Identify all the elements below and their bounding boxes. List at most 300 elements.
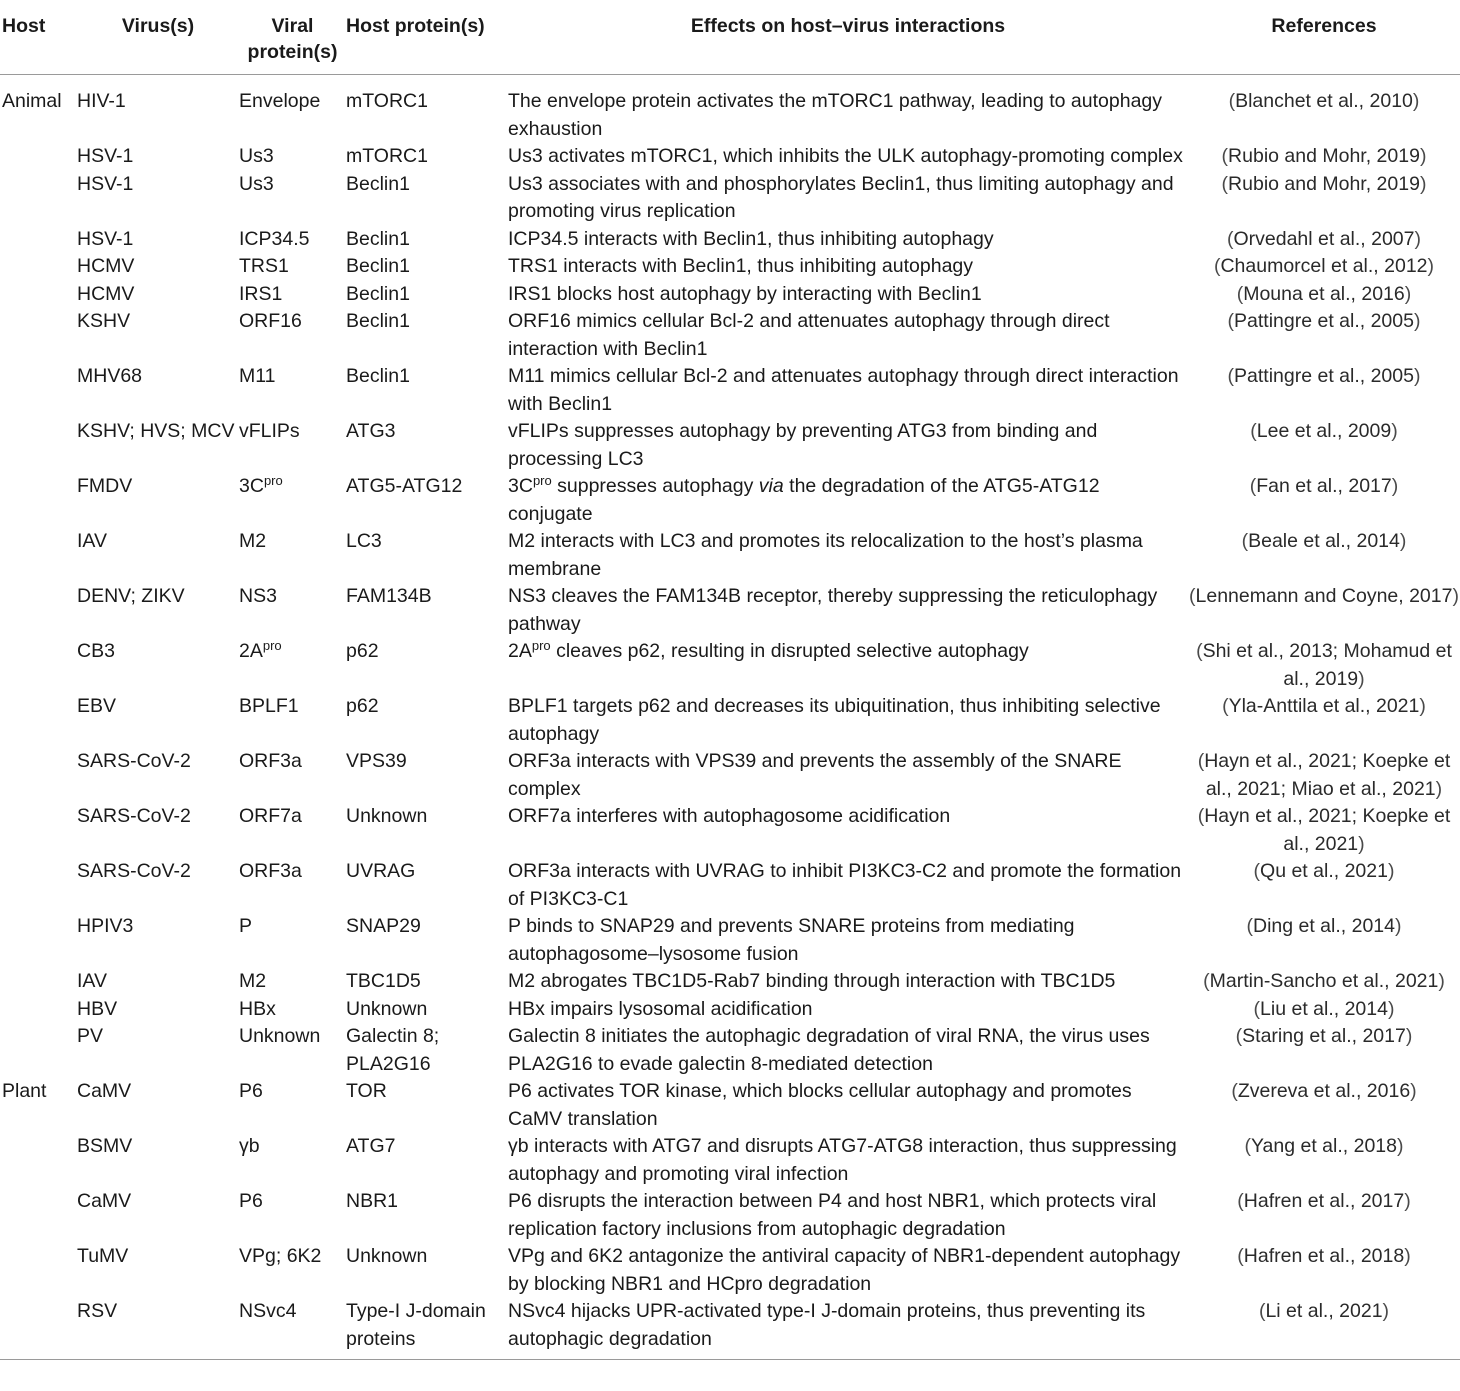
effect-text: ORF7a interferes with autophagosome acidification (508, 805, 951, 827)
cell-host (0, 308, 77, 363)
cell-host-protein (346, 1133, 508, 1188)
viral-protein-text: NS3 (239, 585, 277, 607)
effect-text: γb interacts with ATG7 and disrupts ATG7-ATG8 interaction, thus suppressing autophagy and promoting viral infection (508, 1135, 1177, 1185)
host-text: Plant (2, 1080, 47, 1102)
cell-host (0, 803, 77, 858)
header-virus: Virus(s) (77, 0, 239, 75)
reference-link: Fan et al., 2017 (1256, 475, 1392, 497)
reference-link: Chaumorcel et al., 2012 (1220, 255, 1428, 277)
effect-text: vFLIPs suppresses autophagy by preventing ATG3 from binding and processing LC3 (508, 420, 1098, 470)
cell-host-protein (346, 308, 508, 363)
effect-text: ORF3a interacts with UVRAG to inhibit PI3KC3-C2 and promote the formation of PI3KC3-C1 (508, 860, 1182, 910)
cell-effect (508, 583, 1188, 638)
virus-text: KSHV; HVS; MCV (77, 420, 235, 442)
viral-protein-text: ICP34.5 (239, 227, 310, 250)
virus-text: HBV (77, 997, 118, 1020)
cell-virus (77, 913, 239, 968)
reference-link: Liu et al., 2014 (1260, 997, 1388, 1020)
cell-effect (508, 748, 1188, 803)
header-references: References (1188, 0, 1460, 75)
cell-reference: (Hayn et al., 2021; Koepke et al., 2021) (1197, 805, 1451, 855)
cell-reference: (Hayn et al., 2021; Koepke et al., 2021; Miao et al., 2021) (1197, 750, 1451, 800)
cell-viral-protein (239, 363, 346, 418)
cell-host (0, 363, 77, 418)
effect-text: P6 disrupts the interaction between P4 and host NBR1, which protects viral replication factory inclusions from autophagic degradation (508, 1190, 1157, 1240)
cell-virus (77, 968, 239, 996)
viral-protein-text: VPg; 6K2 (239, 1245, 322, 1267)
viral-protein-text: Us3 (239, 172, 274, 195)
cell-effect (508, 363, 1188, 418)
reference-link: Hafren et al., 2018 (1243, 1245, 1405, 1267)
host-protein-text: UVRAG (346, 860, 416, 882)
virus-text: BSMV (77, 1135, 133, 1157)
reference-link: Yla-Anttila et al., 2021 (1228, 695, 1420, 717)
cell-host-protein (346, 473, 508, 528)
virus-text: SARS-CoV-2 (77, 805, 191, 827)
cell-host-protein (346, 226, 508, 254)
viral-protein-text: ORF16 (239, 310, 302, 332)
host-protein-text: SNAP29 (346, 915, 421, 937)
host-protein-text: LC3 (346, 530, 382, 552)
cell-host (0, 75, 77, 144)
table-row (0, 418, 1460, 473)
table-header-row (0, 0, 1460, 75)
effect-text: Galectin 8 initiates the autophagic degradation of viral RNA, the virus uses PLA2G16 to evade galectin 8-mediated detection (508, 1025, 1150, 1075)
cell-host (0, 281, 77, 309)
cell-host-protein (346, 1188, 508, 1243)
cell-reference: (Ding et al., 2014) (1246, 915, 1402, 937)
viral-protein-text: P6 (239, 1190, 263, 1212)
cell-host-protein (346, 528, 508, 583)
cell-effect (508, 75, 1188, 144)
reference-link: Hayn et al., 2021; Koepke et al., 2021; Miao et al., 2021 (1204, 750, 1451, 800)
viral-protein-text: vFLIPs (239, 420, 300, 442)
cell-reference: (Lee et al., 2009) (1250, 420, 1398, 442)
effect-text-part: 2A (508, 640, 532, 662)
cell-host (0, 171, 77, 226)
cell-effect (508, 473, 1188, 528)
table-row (0, 1243, 1460, 1298)
cell-viral-protein (239, 418, 346, 473)
cell-reference: (Rubio and Mohr, 2019) (1221, 145, 1427, 167)
cell-viral-protein (239, 1078, 346, 1133)
cell-viral-protein (239, 638, 346, 693)
cell-virus (77, 583, 239, 638)
virus-text: SARS-CoV-2 (77, 750, 191, 772)
table-row (0, 996, 1460, 1024)
effect-text: M2 interacts with LC3 and promotes its relocalization to the host’s plasma membrane (508, 530, 1143, 580)
cell-reference: (Yang et al., 2018) (1244, 1135, 1404, 1157)
cell-effect (508, 693, 1188, 748)
table-row (0, 913, 1460, 968)
host-protein-text: Galectin 8; PLA2G16 (346, 1025, 440, 1075)
cell-host (0, 693, 77, 748)
cell-host-protein (346, 858, 508, 913)
table-row (0, 75, 1460, 144)
cell-virus (77, 528, 239, 583)
cell-host (0, 748, 77, 803)
effect-text: NSvc4 hijacks UPR-activated type-I J-domain proteins, thus preventing its autophagic degradation (508, 1300, 1146, 1350)
reference-link: Yang et al., 2018 (1250, 1135, 1397, 1157)
cell-virus (77, 996, 239, 1024)
cell-reference: (Zvereva et al., 2016) (1231, 1080, 1417, 1102)
table-row (0, 253, 1460, 281)
effect-superscript: pro (532, 473, 552, 488)
cell-virus (77, 1243, 239, 1298)
cell-host-protein (346, 913, 508, 968)
cell-virus (77, 1133, 239, 1188)
effect-text: The envelope protein activates the mTORC1 pathway, leading to autophagy exhaustion (508, 90, 1163, 140)
cell-viral-protein (239, 1188, 346, 1243)
cell-host (0, 528, 77, 583)
cell-virus (77, 253, 239, 281)
table-row (0, 473, 1460, 528)
cell-reference: (Beale et al., 2014) (1241, 530, 1407, 552)
cell-effect (508, 638, 1188, 693)
virus-text: HSV-1 (77, 227, 134, 250)
cell-virus (77, 473, 239, 528)
cell-viral-protein (239, 75, 346, 144)
virus-text: TuMV (77, 1245, 129, 1267)
effect-text-part: 3C (508, 475, 533, 497)
table-row (0, 638, 1460, 693)
cell-effect (508, 1188, 1188, 1243)
cell-viral-protein (239, 528, 346, 583)
cell-host (0, 226, 77, 254)
cell-virus (77, 1188, 239, 1243)
table-row (0, 308, 1460, 363)
cell-virus (77, 1078, 239, 1133)
effect-italic: via (758, 475, 784, 497)
cell-effect (508, 418, 1188, 473)
virus-text: MHV68 (77, 365, 143, 387)
effect-text: TRS1 interacts with Beclin1, thus inhibiting autophagy (508, 255, 974, 277)
cell-viral-protein (239, 583, 346, 638)
host-protein-text: TOR (346, 1080, 387, 1102)
reference-link: Lee et al., 2009 (1256, 420, 1392, 442)
effect-text: Us3 activates mTORC1, which inhibits the ULK autophagy-promoting complex (508, 145, 1183, 167)
reference-link: Shi et al., 2013; Mohamud et al., 2019 (1202, 640, 1452, 690)
host-protein-text: p62 (346, 640, 379, 662)
table-row (0, 1133, 1460, 1188)
cell-virus (77, 1298, 239, 1360)
cell-effect (508, 308, 1188, 363)
reference-link: Rubio and Mohr, 2019 (1228, 145, 1420, 167)
cell-host-protein (346, 748, 508, 803)
virus-text: IAV (77, 530, 107, 552)
effect-text: HBx impairs lysosomal acidification (508, 997, 813, 1020)
cell-viral-protein (239, 803, 346, 858)
header-viral-protein: Viral protein(s) (239, 0, 346, 75)
cell-virus (77, 1023, 239, 1078)
table-row (0, 1298, 1460, 1360)
cell-reference: (Pattingre et al., 2005) (1227, 365, 1421, 387)
reference-link: Hafren et al., 2017 (1243, 1190, 1405, 1212)
cell-viral-protein (239, 143, 346, 171)
table-body (0, 75, 1460, 1360)
cell-host-protein (346, 996, 508, 1024)
viral-protein-text: TRS1 (239, 255, 289, 277)
cell-host (0, 473, 77, 528)
header-host-protein: Host protein(s) (346, 0, 508, 75)
cell-reference: (Rubio and Mohr, 2019) (1221, 172, 1427, 195)
viral-protein-text: γb (239, 1135, 260, 1157)
cell-virus (77, 281, 239, 309)
cell-effect (508, 1243, 1188, 1298)
viral-protein-text: ORF7a (239, 805, 302, 827)
host-protein-text: Beclin1 (346, 172, 410, 195)
cell-reference: (Yla-Anttila et al., 2021) (1222, 695, 1426, 717)
cell-reference: (Hafren et al., 2018) (1237, 1245, 1411, 1267)
cell-viral-protein (239, 1023, 346, 1078)
host-protein-text: Beclin1 (346, 282, 410, 305)
cell-reference: (Hafren et al., 2017) (1237, 1190, 1411, 1212)
cell-viral-protein (239, 858, 346, 913)
cell-host-protein (346, 171, 508, 226)
effect-text-part: the degradation of the ATG5-ATG12 conjugate (508, 475, 1100, 525)
virus-text: SARS-CoV-2 (77, 860, 191, 882)
reference-link: Li et al., 2021 (1265, 1300, 1383, 1322)
cell-virus (77, 143, 239, 171)
cell-reference: (Blanchet et al., 2010) (1228, 90, 1420, 112)
cell-viral-protein (239, 171, 346, 226)
viral-protein-text: M2 (239, 530, 267, 552)
header-effects: Effects on host–virus interactions (508, 0, 1188, 75)
reference-link: Martin-Sancho et al., 2021 (1209, 970, 1439, 992)
cell-effect (508, 253, 1188, 281)
cell-virus (77, 418, 239, 473)
effect-text: Us3 associates with and phosphorylates Beclin1, thus limiting autophagy and promoting virus replication (508, 172, 1174, 222)
effect-text-part: cleaves p62, resulting in disrupted selective autophagy (550, 640, 1029, 662)
cell-effect (508, 1078, 1188, 1133)
cell-host (0, 143, 77, 171)
effect-text: VPg and 6K2 antagonize the antiviral capacity of NBR1-dependent autophagy by blocking NBR1 and HCpro degradation (508, 1245, 1181, 1295)
reference-link: Qu et al., 2021 (1260, 860, 1388, 882)
table-row (0, 171, 1460, 226)
virus-text: HIV-1 (77, 90, 126, 112)
cell-reference: (Fan et al., 2017) (1249, 475, 1399, 497)
table-row (0, 803, 1460, 858)
cell-viral-protein (239, 968, 346, 996)
viral-protein-text: M11 (239, 365, 276, 387)
cell-effect (508, 1133, 1188, 1188)
cell-host (0, 913, 77, 968)
host-protein-text: FAM134B (346, 585, 432, 607)
cell-host-protein (346, 75, 508, 144)
cell-viral-protein (239, 693, 346, 748)
effect-text: P binds to SNAP29 and prevents SNARE proteins from mediating autophagosome–lysosome fusion (508, 915, 1075, 965)
virus-text: HCMV (77, 282, 135, 305)
cell-virus (77, 638, 239, 693)
cell-host-protein (346, 968, 508, 996)
effect-text: NS3 cleaves the FAM134B receptor, thereby suppressing the reticulophagy pathway (508, 585, 1158, 635)
cell-effect (508, 143, 1188, 171)
cell-host (0, 1243, 77, 1298)
effect-text: BPLF1 targets p62 and decreases its ubiquitination, thus inhibiting selective autophagy (508, 695, 1161, 745)
cell-virus (77, 693, 239, 748)
table-row (0, 1188, 1460, 1243)
viral-protein-text: 3C (239, 475, 264, 497)
virus-text: HSV-1 (77, 172, 134, 195)
host-protein-text: Unknown (346, 997, 428, 1020)
reference-link: Lennemann and Coyne, 2017 (1195, 585, 1453, 607)
cell-viral-protein (239, 281, 346, 309)
cell-host (0, 638, 77, 693)
virus-text: IAV (77, 970, 107, 992)
cell-reference: (Orvedahl et al., 2007) (1226, 227, 1422, 250)
table-row (0, 1023, 1460, 1078)
viral-protein-text: 2A (239, 640, 263, 662)
cell-host-protein (346, 363, 508, 418)
table-row (0, 858, 1460, 913)
cell-reference: (Shi et al., 2013; Mohamud et al., 2019) (1196, 640, 1452, 690)
cell-host-protein (346, 583, 508, 638)
cell-host-protein (346, 281, 508, 309)
host-protein-text: Unknown (346, 1245, 428, 1267)
virus-text: EBV (77, 695, 117, 717)
cell-host (0, 253, 77, 281)
virus-text: CB3 (77, 640, 115, 662)
table-row (0, 528, 1460, 583)
virus-text: HSV-1 (77, 145, 134, 167)
reference-link: Rubio and Mohr, 2019 (1228, 172, 1420, 195)
cell-host (0, 968, 77, 996)
cell-virus (77, 363, 239, 418)
viral-protein-text: BPLF1 (239, 695, 299, 717)
virus-text: FMDV (77, 475, 133, 497)
cell-effect (508, 858, 1188, 913)
cell-effect (508, 913, 1188, 968)
virus-text: HCMV (77, 255, 135, 277)
virus-text: CaMV (77, 1190, 132, 1212)
cell-effect (508, 1298, 1188, 1360)
cell-reference: (Mouna et al., 2016) (1236, 282, 1412, 305)
cell-viral-protein (239, 308, 346, 363)
virus-text: CaMV (77, 1080, 132, 1102)
cell-reference: (Liu et al., 2014) (1253, 997, 1395, 1020)
reference-link: Hayn et al., 2021; Koepke et al., 2021 (1204, 805, 1451, 855)
effect-text: ICP34.5 interacts with Beclin1, thus inhibiting autophagy (508, 227, 994, 250)
effect-superscript: pro (531, 638, 551, 653)
cell-virus (77, 308, 239, 363)
cell-host (0, 583, 77, 638)
reference-link: Pattingre et al., 2005 (1234, 365, 1414, 387)
host-protein-text: Beclin1 (346, 227, 410, 250)
host-protein-text: Type-I J-domain proteins (346, 1300, 486, 1350)
viral-protein-text: Unknown (239, 1025, 321, 1047)
cell-host (0, 858, 77, 913)
header-host: Host (0, 0, 77, 75)
table-row (0, 1078, 1460, 1133)
cell-effect (508, 528, 1188, 583)
cell-host (0, 418, 77, 473)
host-protein-text: mTORC1 (346, 90, 428, 112)
cell-host (0, 1188, 77, 1243)
cell-host-protein (346, 1243, 508, 1298)
host-protein-text: ATG7 (346, 1135, 396, 1157)
cell-virus (77, 748, 239, 803)
reference-link: Beale et al., 2014 (1248, 530, 1400, 552)
cell-reference: (Staring et al., 2017) (1235, 1025, 1413, 1047)
effect-text: IRS1 blocks host autophagy by interacting with Beclin1 (508, 282, 982, 305)
virus-text: PV (77, 1025, 104, 1047)
cell-viral-protein (239, 253, 346, 281)
cell-host-protein (346, 638, 508, 693)
cell-viral-protein (239, 1298, 346, 1360)
table-row (0, 968, 1460, 996)
cell-host (0, 1298, 77, 1360)
cell-host-protein (346, 1023, 508, 1078)
cell-effect (508, 968, 1188, 996)
reference-link: Staring et al., 2017 (1242, 1025, 1406, 1047)
virus-text: RSV (77, 1300, 118, 1322)
host-protein-text: ATG5-ATG12 (346, 475, 463, 497)
host-text: Animal (2, 90, 62, 112)
reference-link: Ding et al., 2014 (1252, 915, 1395, 937)
table-row (0, 143, 1460, 171)
viral-protein-text: ORF3a (239, 750, 302, 772)
cell-host-protein (346, 418, 508, 473)
table-row (0, 693, 1460, 748)
host-protein-text: mTORC1 (346, 145, 428, 167)
viral-protein-text: IRS1 (239, 282, 283, 305)
effect-text: ORF16 mimics cellular Bcl-2 and attenuates autophagy through direct interaction with Beclin1 (508, 310, 1110, 360)
cell-host-protein (346, 1298, 508, 1360)
cell-effect (508, 1023, 1188, 1078)
cell-virus (77, 803, 239, 858)
cell-effect (508, 281, 1188, 309)
reference-link: Blanchet et al., 2010 (1235, 90, 1413, 112)
host-protein-text: Unknown (346, 805, 428, 827)
host-protein-text: Beclin1 (346, 255, 410, 277)
cell-host (0, 1133, 77, 1188)
host-protein-text: TBC1D5 (346, 970, 421, 992)
cell-viral-protein (239, 996, 346, 1024)
reference-link: Orvedahl et al., 2007 (1233, 227, 1415, 250)
host-protein-text: VPS39 (346, 750, 407, 772)
host-protein-text: p62 (346, 695, 379, 717)
cell-effect (508, 171, 1188, 226)
cell-virus (77, 226, 239, 254)
cell-host-protein (346, 803, 508, 858)
viral-protein-text: M2 (239, 970, 267, 992)
cell-host-protein (346, 693, 508, 748)
cell-viral-protein (239, 1133, 346, 1188)
viral-protein-text: NSvc4 (239, 1300, 297, 1322)
cell-host (0, 996, 77, 1024)
cell-reference: (Chaumorcel et al., 2012) (1213, 255, 1435, 277)
table-row (0, 583, 1460, 638)
cell-effect (508, 996, 1188, 1024)
viral-protein-text: P6 (239, 1080, 263, 1102)
cell-reference: (Martin-Sancho et al., 2021) (1203, 970, 1445, 992)
host-protein-text: NBR1 (346, 1190, 399, 1212)
cell-virus (77, 858, 239, 913)
cell-viral-protein (239, 748, 346, 803)
cell-viral-protein (239, 473, 346, 528)
cell-viral-protein (239, 1243, 346, 1298)
effect-text: P6 activates TOR kinase, which blocks cellular autophagy and promotes CaMV translation (508, 1080, 1132, 1130)
table-row (0, 363, 1460, 418)
cell-host (0, 1023, 77, 1078)
cell-host-protein (346, 253, 508, 281)
table-row (0, 226, 1460, 254)
viral-protein-text: Us3 (239, 145, 274, 167)
cell-reference: (Li et al., 2021) (1188, 1298, 1460, 1360)
viral-protein-superscript: pro (263, 473, 283, 488)
cell-viral-protein (239, 913, 346, 968)
cell-reference: (Lennemann and Coyne, 2017) (1189, 585, 1459, 607)
